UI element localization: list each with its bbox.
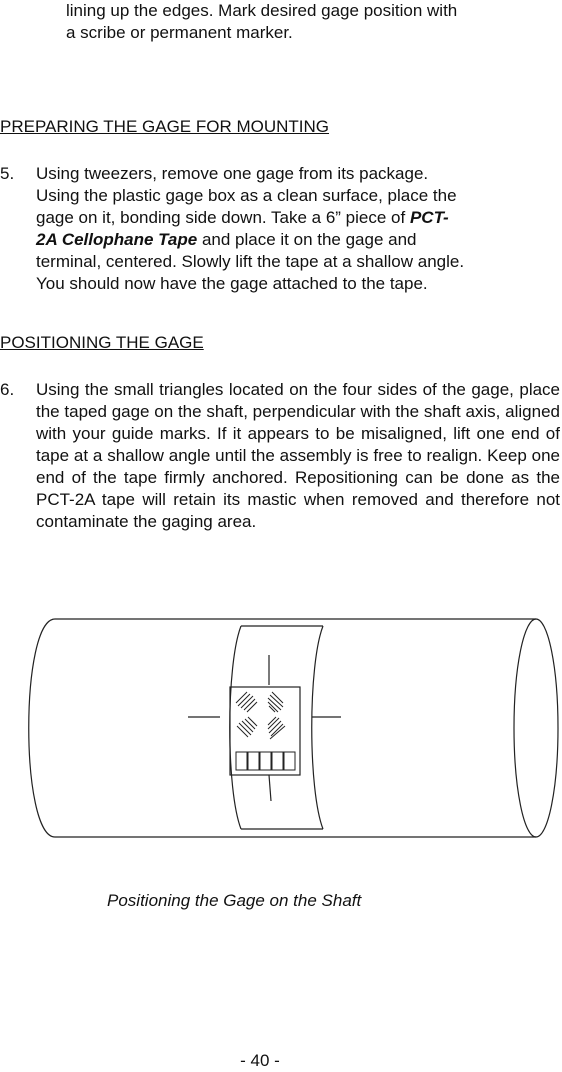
item-line: You should now have the gage attached to the tape. [36, 274, 428, 293]
item-line: terminal, centered. Slowly lift the tape at a shallow angle. [36, 252, 465, 271]
gage-outline [230, 687, 300, 775]
product-name: PCT- [409, 208, 449, 227]
item-line: Using the plastic gage box as a clean surface, place the [36, 186, 457, 205]
item-line: Using tweezers, remove one gage from its package. [36, 164, 429, 183]
list-item-6 [0, 379, 562, 579]
item-number: 5. [0, 164, 15, 183]
item-number: 6. [0, 380, 15, 399]
shaft-left-end [29, 619, 55, 837]
guide-mark-bottom [269, 775, 271, 801]
intro-paragraph [66, 0, 546, 44]
intro-line: a scribe or permanent marker. [66, 23, 293, 42]
gage-grid-upper-left [236, 692, 257, 712]
page-number: - 40 - [240, 1051, 280, 1070]
solder-tab [260, 752, 271, 770]
intro-line: lining up the edges. Mark desired gage position with [66, 1, 458, 20]
tape-left-edge [230, 626, 241, 829]
solder-tab [284, 752, 295, 770]
gage-solder-tabs [236, 752, 247, 770]
figure-caption: Positioning the Gage on the Shaft [107, 891, 362, 910]
list-item-5 [0, 163, 562, 303]
item-text: gage on it, bonding side down. Take a 6” piece of [36, 208, 410, 227]
shaft-illustration [0, 605, 562, 845]
shaft-drawing [0, 605, 562, 845]
gage-grid-lower-right [268, 717, 285, 739]
item-line [36, 207, 562, 229]
item-body [36, 163, 562, 295]
tape-right-edge [312, 626, 323, 829]
solder-tab [272, 752, 283, 770]
item-line [36, 229, 562, 251]
product-name: 2A Cellophane Tape [36, 230, 198, 249]
shaft-right-end [514, 619, 558, 837]
section-heading-positioning: POSITIONING THE GAGE [0, 333, 204, 352]
section-heading-preparing: PREPARING THE GAGE FOR MOUNTING [0, 117, 330, 136]
gage-grid-lower-left [237, 717, 257, 737]
gage-grid-upper-right [268, 692, 283, 712]
solder-tab [248, 752, 259, 770]
item-text: and place it on the gage and [197, 230, 417, 249]
item-body: Using the small triangles located on the four sides of the gage, place the taped gage on the shaft, perpendicular with the shaft axis, aligned with your guide marks. If it appears to be misaligned, lift one end of tape at a shallow angle until the assembly is free to realign. Keep one end of the tape firmly anchored. Repositioning can be done as the PCT-2A tape will retain its mastic when removed and therefore not contaminate the gaging area. [36, 380, 560, 531]
